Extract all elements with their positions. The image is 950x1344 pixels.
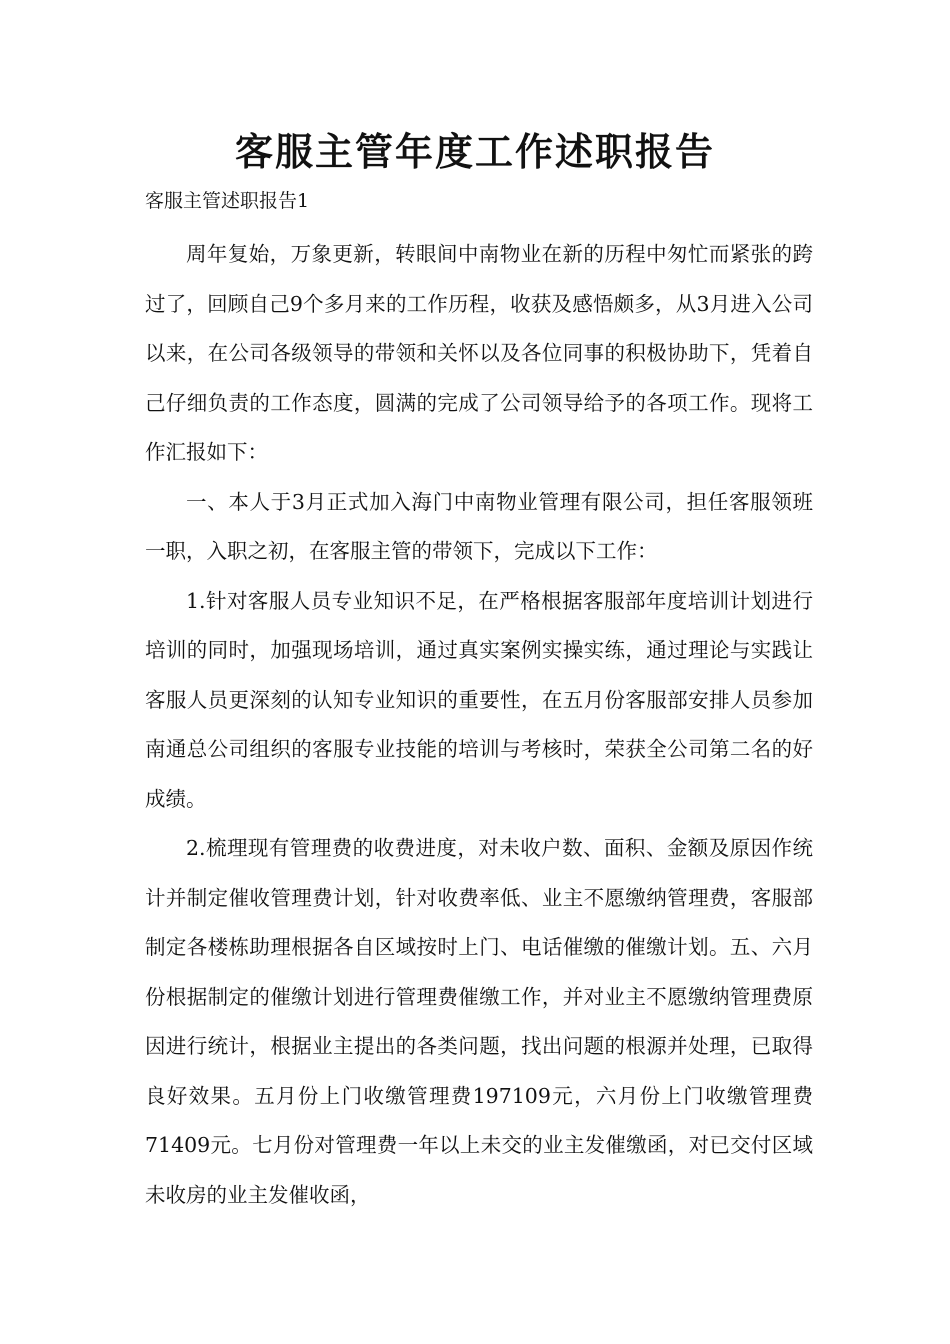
paragraph-item-1: 1.针对客服人员专业知识不足，在严格根据客服部年度培训计划进行培训的同时，加强现场培训，通过真实案例实操实练，通过理论与实践让客服人员更深刻的认知专业知识的重要性，在五月份客服部安排人员参加南通总公司组织的客服专业技能的培训与考核时，荣获全公司第二名的好成绩。 — [145, 588, 813, 811]
paragraph-item-2: 2.梳理现有管理费的收费进度，对未收户数、面积、金额及原因作统计并制定催收管理费计划，针对收费率低、业主不愿缴纳管理费，客服部制定各楼栋助理根据各自区域按时上门、电话催缴的催缴计划。五、六月份根据制定的催缴计划进行管理费催缴工作，并对业主不愿缴纳管理费原因进行统计，根据业主提出的各类问题，找出问题的根源并处理，已取得良好效果。五月份上门收缴管理费197109元，六月份上门收缴管理费71409元。七月份对管理费一年以上未交的业主发催缴函，对已交付区域未收房的业主发催收函， — [145, 836, 813, 1207]
document-body — [145, 230, 813, 1220]
paragraph-section-one: 一、本人于3月正式加入海门中南物业管理有限公司，担任客服领班一职，入职之初，在客服主管的带领下，完成以下工作： — [145, 489, 813, 563]
paragraph-intro: 周年复始，万象更新，转眼间中南物业在新的历程中匆忙而紧张的跨过了，回顾自己9个多月来的工作历程，收获及感悟颇多，从3月进入公司以来，在公司各级领导的带领和关怀以及各位同事的积极协助下，凭着自己仔细负责的工作态度，圆满的完成了公司领导给予的各项工作。现将工作汇报如下： — [145, 242, 813, 464]
document-subtitle: 客服主管述职报告1 — [145, 190, 310, 212]
document-title: 客服主管年度工作述职报告 — [234, 130, 715, 174]
